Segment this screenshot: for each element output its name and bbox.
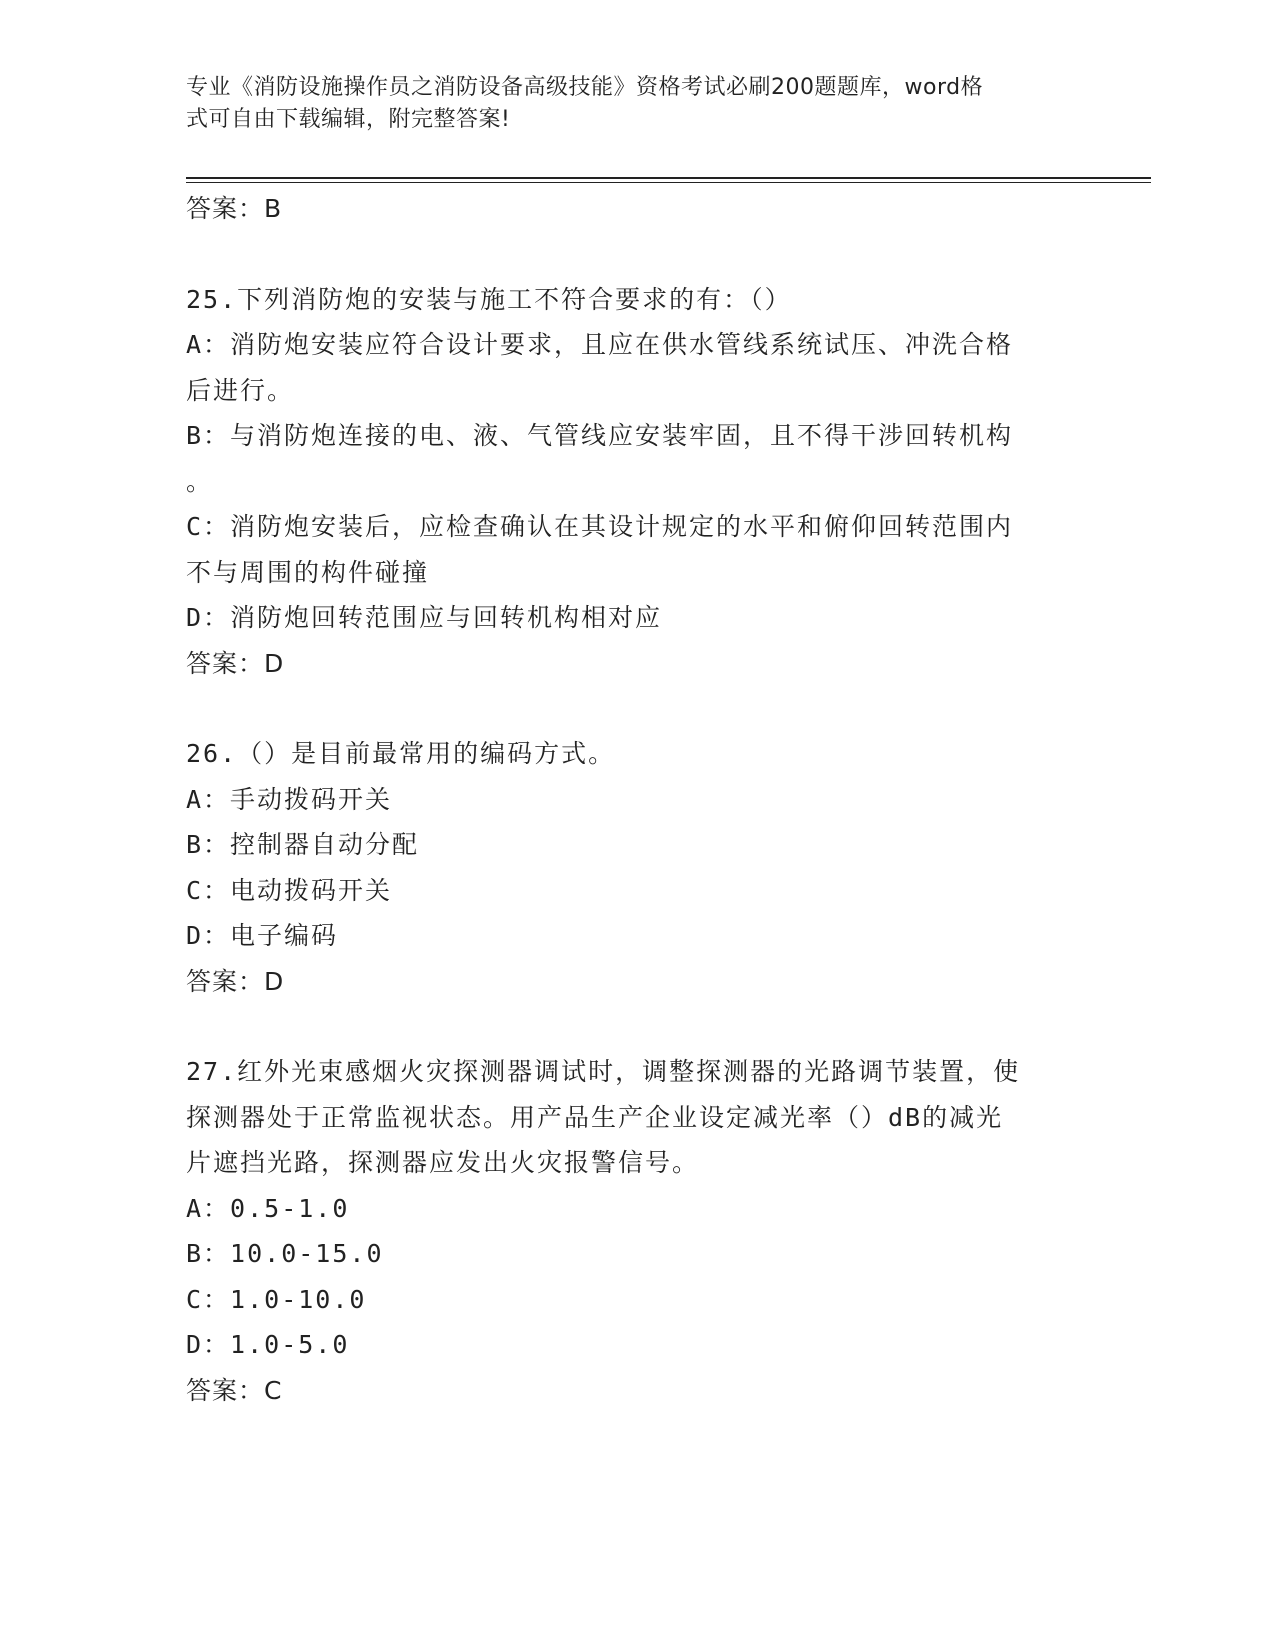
- spacer: [186, 686, 1066, 731]
- question-stem: 26.（）是目前最常用的编码方式。: [186, 739, 616, 768]
- spacer: [186, 232, 1066, 277]
- question-stem: 片遮挡光路，探测器应发出火灾报警信号。: [186, 1148, 700, 1177]
- page-header: [186, 72, 1066, 136]
- option-line: A：消防炮安装应符合设计要求，且应在供水管线系统试压、冲洗合格: [186, 330, 1014, 359]
- answer-line: 答案：B: [186, 194, 283, 223]
- option-a: [186, 322, 1066, 413]
- option-c: [186, 504, 1066, 595]
- header-rule-thin: [186, 182, 1151, 183]
- header-line-1: 专业《消防设施操作员之消防设备高级技能》资格考试必刷200题题库，word格: [186, 75, 984, 100]
- question-stem: 27.红外光束感烟火灾探测器调试时，调整探测器的光路调节装置，使: [186, 1057, 1021, 1086]
- option-a: A：0.5-1.0: [186, 1193, 350, 1223]
- option-d: D：1.0-5.0: [186, 1330, 350, 1359]
- option-b: [186, 413, 1066, 504]
- question-block: [186, 277, 1066, 687]
- question-stem: 探测器处于正常监视状态。用产品生产企业设定减光率（）dB的减光: [186, 1102, 1004, 1132]
- question-block: [186, 731, 1066, 1004]
- question-stem: 25.下列消防炮的安装与施工不符合要求的有：（）: [186, 284, 792, 314]
- option-line: C：消防炮安装后，应检查确认在其设计规定的水平和俯仰回转范围内: [186, 512, 1014, 541]
- document-body: [186, 186, 1066, 1413]
- header-line-2: 式可自由下载编辑，附完整答案!: [186, 107, 511, 132]
- answer-line: 答案：C: [186, 1375, 283, 1405]
- option-b: B：控制器自动分配: [186, 830, 420, 859]
- option-line: B：与消防炮连接的电、液、气管线应安装牢固，且不得干涉回转机构: [186, 421, 1014, 450]
- option-d: [186, 595, 1066, 641]
- header-rule-thick: [186, 177, 1151, 179]
- answer-line: 答案：D: [186, 648, 285, 678]
- answer-line: 答案：D: [186, 966, 285, 996]
- option-b: B：10.0-15.0: [186, 1239, 384, 1268]
- option-a: A：手动拨码开关: [186, 784, 393, 814]
- option-line: 。: [186, 466, 214, 496]
- option-line: 后进行。: [186, 375, 295, 405]
- option-d: D：电子编码: [186, 921, 339, 950]
- option-c: C：1.0-10.0: [186, 1284, 367, 1314]
- option-line: 不与周围的构件碰撞: [186, 557, 430, 587]
- spacer: [186, 1004, 1066, 1049]
- option-line: D：消防炮回转范围应与回转机构相对应: [186, 603, 663, 632]
- question-block: [186, 1049, 1066, 1413]
- option-c: C：电动拨码开关: [186, 875, 393, 905]
